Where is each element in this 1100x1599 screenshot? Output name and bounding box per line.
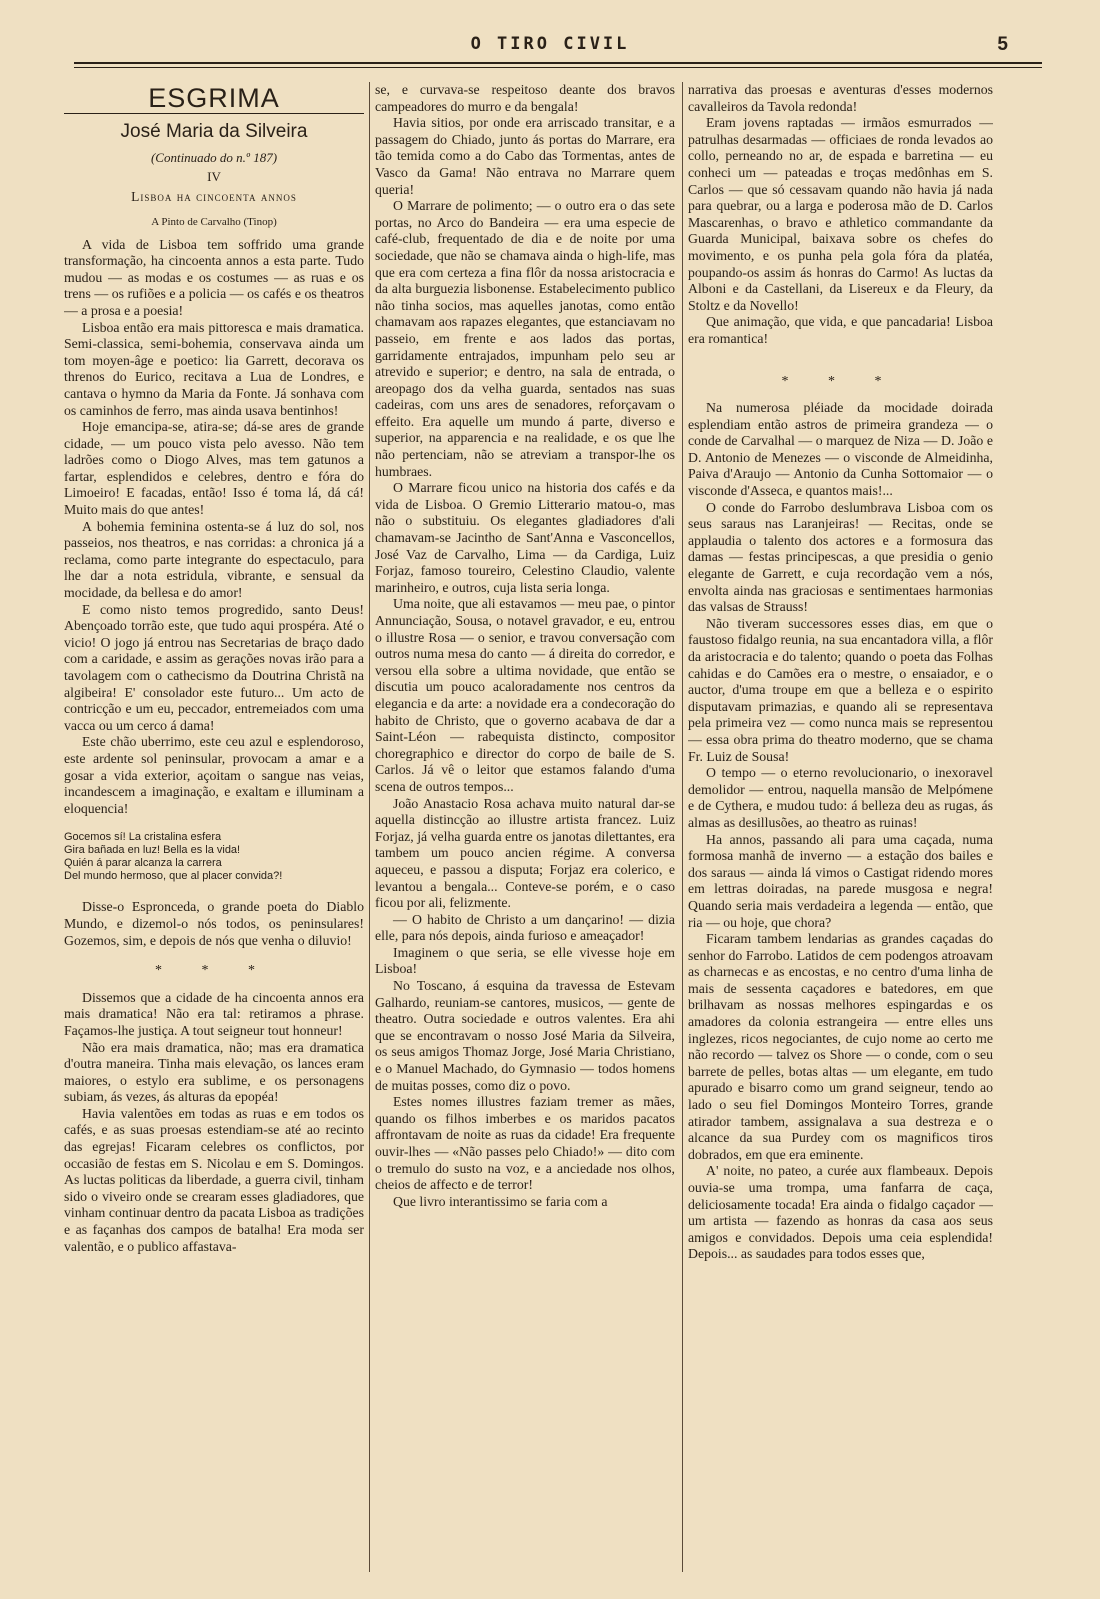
verse-quote: [64, 831, 364, 883]
paragraph: Na numerosa pléiade da mocidade doirada esplendiam então astros de primeira grandeza — o conde de Carvalhal — o marquez de Niza — D. João e D. Antonio de Menezes — o visconde de Almeidinha, Paiva d'Araujo — Antonio da Cunha Sottomaior — o visconde d'Asseca, e quantos mais!...: [688, 400, 993, 499]
section-title: ESGRIMA: [148, 83, 280, 113]
section-break-asterisks: * * *: [155, 963, 273, 979]
column-1: [64, 82, 364, 1582]
paragraph: Havia sitios, por onde era arriscado transitar, e a passagem do Chiado, junto ás portas do Marrare, era tão temida como a do Cabo das Tormentas, antes de Vasco da Gama! Não entrava no Marrare quem queria!: [375, 115, 675, 197]
dedication: A Pinto de Carvalho (Tinop): [151, 215, 277, 228]
article-subtitle: Lisboa ha cincoenta annos: [131, 189, 297, 205]
paragraph: Dissemos que a cidade de ha cincoenta annos era mais dramatica! Não era tal: retiramos a phrase. Façamos-lhe justiça. A tout seigneur tout honneur!: [64, 989, 364, 1038]
paragraph: E como nisto temos progredido, santo Deus! Abençoado torrão este, que tudo aqui prospéra. Até o vicio! O jogo já entrou nas Secretarias de braço dado com a caridade, e assim as gerações novas irão para a tavolagem com o cathecismo da Doutrina Christã na algibeira! E' consolador este futuro... Um acto de contricção e um eu, peccador, entremeiados com uma vacca ou um cerco á dama!: [64, 601, 364, 733]
paragraph: Disse-o Espronceda, o grande poeta do Diablo Mundo, e dizemol-o nós todos, os peninsulares! Gozemos, sim, e depois de nós que venha o diluvio!: [64, 899, 364, 948]
paragraph: O tempo — o eterno revolucionario, o inexoravel demolidor — entrou, naquella mansão de Melpómene e de Cythera, e mudou tudo: á belleza deu as rugas, ás almas as desillusões, ao theatro as ruinas!: [688, 765, 993, 830]
header-rule-thick: [74, 62, 1042, 64]
paragraph: Que animação, que vida, e que pancadaria! Lisboa era romantica!: [688, 314, 993, 346]
page-number: 5: [997, 34, 1008, 55]
paragraph: Que livro interantissimo se faria com a: [393, 1193, 608, 1209]
paragraph: Não tiveram successores esses dias, em que o faustoso fidalgo reunia, na sua encantadora villa, a flôr da aristocracia e do talento; quando o poeta das Folhas cahidas e do Camões era o mestre, o ensaiador, e o auctor, d'uma troupe em que a belleza e o espirito disputavam primazias, e quando ali se representava pela primeira vez — como nunca mais se representou — essa obra prima do theatro moderno, que se chama Fr. Luiz de Sousa!: [688, 615, 993, 764]
paragraph: O Marrare de polimento; — o outro era o das sete portas, no Arco do Bandeira — era uma especie de café-club, frequentado de dia e de noite por uma sociedade, que não se chamava ainda o high-life, mas que era com certeza a fina flôr da nossa aristocracia e da alta burguezia lisbonense. Estabelecimento publico não tinha socios, mas aquelles janotas, como então chamavam aos rapazes elegantes, que estanciavam no passeio, em frente e aos lados das portas, garridamente entrajados, impunham pelo seu ar atrevido e superior; e dentro, na sala de entrada, o areopago dos da velha guarda, sentados nas suas cadeiras, com uns ares de senadores, reforçavam o effeito. Era aquelle um mundo á parte, diverso e superior, na apparencia e na realidade, e os que lhe não pertenciam, não se atreviam a transpor-lhe os humbraes.: [375, 198, 675, 479]
paragraph: No Toscano, á esquina da travessa de Estevam Galhardo, reuniam-se cantores, musicos, — gente de theatro. Outra sociedade e outros valentes. Era ahi que se encontravam o nosso José Maria da Silveira, os seus amigos Thomaz Jorge, José Maria Christiano, e o Manuel Machado, do Gymnasio — todos homens de muitas posses, como diz o povo.: [375, 978, 675, 1093]
paragraph: Estes nomes illustres faziam tremer as mães, quando os filhos imberbes e os maridos pacatos affrontavam de noite as ruas da cidade! Era frequente ouvir-lhes — «Não passes pelo Chiado!» — dito com o tremulo do susto na voz, e a anciedade nos olhos, cheios de affecto e de terror!: [375, 1094, 675, 1193]
verse-line: Quién á parar alcanza la carrera: [64, 857, 222, 870]
paragraph: Este chão uberrimo, este ceu azul e esplendoroso, este ardente sol peninsular, provocam a amar e a gosar a vida exterior, açoitam o sangue nas veias, incandescem a imaginação, e exaltam e illuminam a eloquencia!: [64, 734, 364, 816]
article-author-title: José Maria da Silveira: [120, 120, 308, 142]
paragraph: O conde do Farrobo deslumbrava Lisboa com os seus saraus nas Laranjeiras! — Recitas, onde se applaudia o talento dos actores e a formosura das damas — festas principescas, a que presidia o genio elegante de Garrett, e cuja recordação vem a nós, envolta ainda nas graciosas e sentimentaes harmonias das valsas de Strauss!: [688, 499, 993, 615]
part-number: IV: [207, 168, 221, 184]
paragraph: Imaginem o que seria, se elle vivesse hoje em Lisboa!: [375, 944, 675, 977]
paragraph: Lisboa então era mais pittoresca e mais dramatica. Semi-classica, semi-bohemia, conservava ainda um tom moyen-âge e poetico: lia Garrett, decorava os threnos do Eurico, recitava a Lua de Londres, e cantava o hymno da Maria da Fonte. Já sonhava com os caminhos de ferro, mas ainda usava bentinhos!: [64, 319, 364, 418]
paragraph: A bohemia feminina ostenta-se á luz do sol, nos passeios, nos theatros, e nas corridas: a chronica já a reclama, como parte integrante do espectaculo, para lhe dar a nota estridula, vibrante, e sensual da mocidade, da bellesa e do amor!: [64, 518, 364, 601]
column-divider-1: [369, 82, 370, 1572]
column-2: [375, 82, 675, 1582]
paragraph: João Anastacio Rosa achava muito natural dar-se aquella distincção ao illustre artista francez. Luiz Forjaz, já velha guarda entre os janotas dilettantes, era tambem um pouco ancien régime. A conversa aqueceu, e passou a disputa; Forjaz era colerico, e levantou a bengala... Conteve-se porém, e o caso ficou por ali, felizmente.: [375, 795, 675, 911]
verse-line: Del mundo hermoso, que al placer convida?!: [64, 870, 283, 883]
column-3: [688, 82, 993, 1582]
running-title: O TIRO CIVIL: [470, 34, 630, 54]
paragraph: Ha annos, passando ali para uma caçada, numa formosa manhã de inverno — a estação dos bailes e dos saraus — ainda lá vimos o Castigat ridendo mores em lettras doiradas, na parede musgosa e negra! Quando seria mais verdadeira a legenda — então, que ria — ou hoje, que chora?: [688, 831, 993, 930]
paragraph: Ficaram tambem lendarias as grandes caçadas do senhor do Farrobo. Latidos de cem podengos atroavam as charnecas e as encostas, e no centro d'uma linha de mais de sessenta caçadores e batedores, em que brilhavam as nossas melhores espingardas e os amadores da colonia estrangeira — entre elles uns inglezes, ricos negociantes, de cujo nome ao certo me não recordo — talvez os Shore — o conde, com o seu barrete de pelles, botas altas — um elegante, em tudo apurado e bisarro como um grand seigneur, tendo ao lado o seu fiel Domingos Monteiro Torres, grande atirador tambem, assignalava a sua destreza e o alcance da sua Purdey com os magnificos tiros dobrados, em que era eminente.: [688, 931, 993, 1162]
paragraph: Eram jovens raptadas — irmãos esmurrados — patrulhas desarmadas — officiaes de ronda levados ao collo, perneando no ar, de espada e barretina — eu conheci um — pateadas e troças medônhas em S. Carlos — que só cessavam quando não havia já nada para quebrar, ou a larga e poderosa mão de D. Carlos Mascarenhas, o bravo e athletico commandante da Guarda Municipal, baixava sobre os chefes do movimento, e os punha pela gola fóra da platéa, poupando-os assim ás honras do Carmo! As luctas da Alboni e da Castellani, da Lisereux e da Fleury, da Stoltz e da Novello!: [688, 115, 993, 313]
paragraph: A vida de Lisboa tem soffrido uma grande transformação, ha cincoenta annos a esta parte. Tudo mudou — as modas e os costumes — as ruas e os trens — os rufiões e a policia — os cafés e os theatros — a prosa e a poesia!: [64, 236, 364, 318]
paragraph: Uma noite, que ali estavamos — meu pae, o pintor Annunciação, Sousa, o notavel gravador, e eu, entrou o illustre Rosa — o senior, e travou conversação com outros numa mesa do canto — á direita do corredor, e versou ella sobre a ultima novidade, que então se discutia um pouco acaloradamente nos centros da elegancia e da arte: a novidade era a condecoração do habito de Christo, que o governo acabava de dar a Saint-Léon — rabequista distincto, compositor choregraphico e director do corpo de baile de S. Carlos. Já vê o leitor que estamos falando d'uma scena de outros tempos...: [375, 596, 675, 794]
paragraph: — O habito de Christo a um dançarino! — dizia elle, para nós depois, ainda furioso e ameaçador!: [375, 911, 675, 944]
paragraph: A' noite, no pateo, a curée aux flambeaux. Depois ouvia-se uma trompa, uma fanfarra de caça, deliciosamente tocada! Era ainda o fidalgo caçador — um artista — fazendo as honras da casa aos seus amigos e convidados. Depois uma ceia esplendida! Depois... as saudades para todos esses que,: [688, 1163, 993, 1262]
paragraph: O Marrare ficou unico na historia dos cafés e da vida de Lisboa. O Gremio Litterario matou-o, mas não o substituiu. Os elegantes gladiadores d'ali chamavam-se Jacintho de Sant'Anna e Vasconcellos, José Vaz de Carvalho, Lima — da Cardiga, Luiz Forjaz, famoso toureiro, Celestino Claudio, valente marinheiro, e outros, cuja lista seria longa.: [375, 480, 675, 595]
verse-line: Gocemos sí! La cristalina esfera: [64, 831, 222, 844]
paragraph: Havia valentões em todas as ruas e em todos os cafés, e as suas proesas estendiam-se até ao recinto das egrejas! Ficaram celebres os conflictos, por occasião de festas em S. Nicolau e em S. Domingos. As luctas politicas da liberdade, a guerra civil, tinham sido o viveiro onde se crearam esses gladiadores, que vinham continuar dentro da pacata Lisboa as tradições e as façanhas dos campos de batalha! Era moda ser valentão, e o publico affastava-: [64, 1105, 364, 1254]
paragraph: Hoje emancipa-se, atira-se; dá-se ares de grande cidade, — um pouco vista pelo avesso. Não tem ladrões como o Diogo Alves, mas tem gatunos a fartar, esplendidos e celebres, dentro e fóra do Limoeiro! E facadas, então! Isso é toma lá, dá cá! Muito mais do que antes!: [64, 419, 364, 518]
column-divider-2: [682, 82, 683, 1572]
verse-line: Gira bañada en luz! Bella es la vida!: [64, 844, 241, 857]
header-rule-thin: [74, 67, 1042, 68]
paragraph: se, e curvava-se respeitoso deante dos bravos campeadores do murro e da bengala!: [375, 82, 675, 114]
paragraph: narrativa das proesas e aventuras d'esses modernos cavalleiros da Tavola redonda!: [688, 82, 993, 114]
paragraph: Não era mais dramatica, não; mas era dramatica d'outra maneira. Tinha mais elevação, os lances eram maiores, o estylo era sublime, e os personagens subiam, ás vezes, ás alturas da epopéa!: [64, 1039, 364, 1105]
continuation-note: (Continuado do n.º 187): [150, 150, 278, 166]
section-break-asterisks: * * *: [781, 373, 900, 389]
